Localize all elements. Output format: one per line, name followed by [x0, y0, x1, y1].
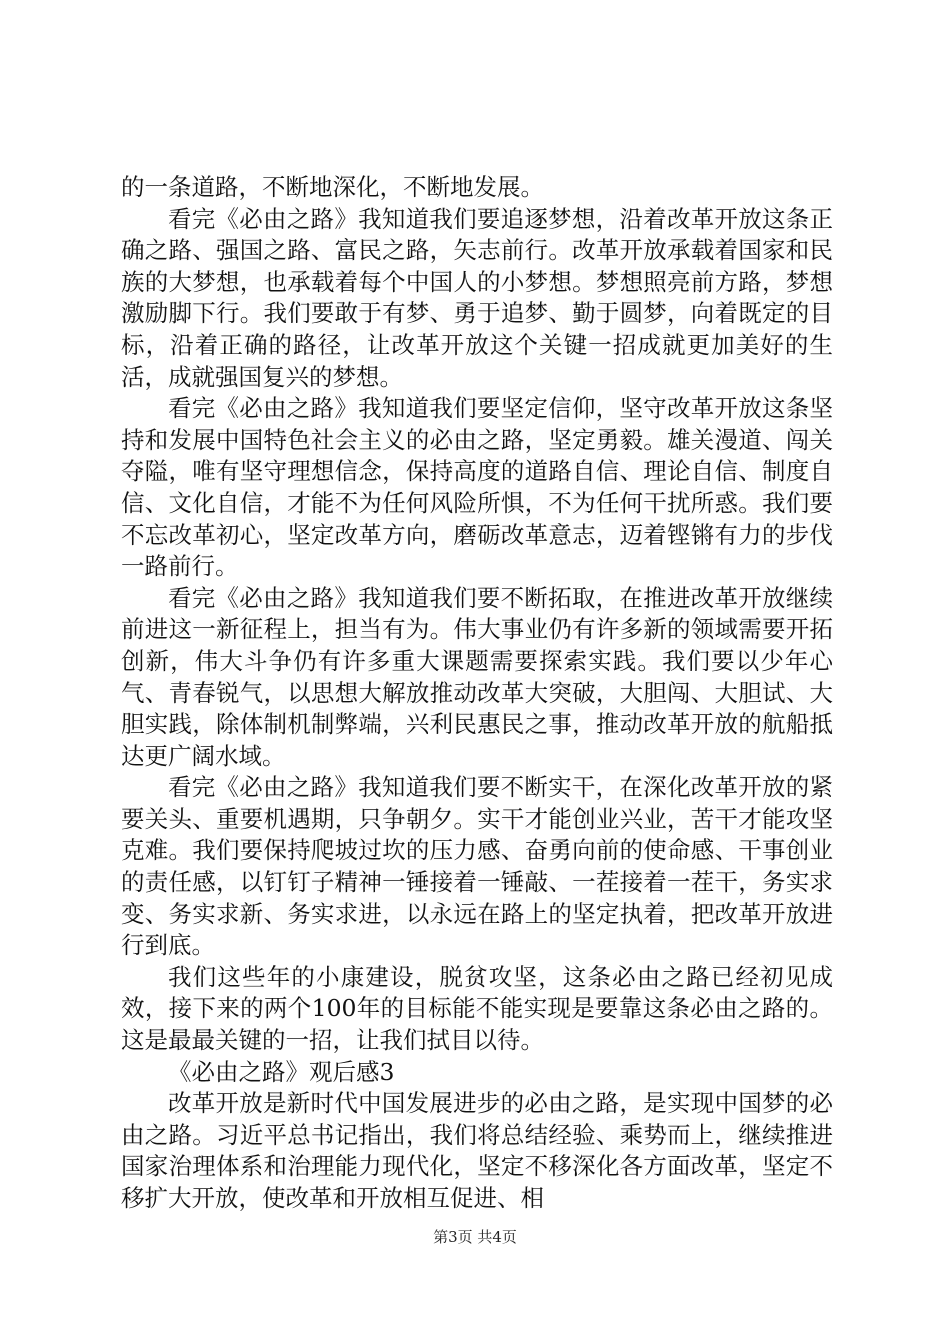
paragraph-continued: 的一条道路，不断地深化，不断地发展。: [121, 173, 544, 201]
paragraph-firm-belief: 看完《必由之路》我知道我们要坚定信仰，坚守改革开放这条坚持和发展中国特色社会主义的必由之路，坚定勇毅。雄关漫道、闯关夺隘，唯有坚守理想信念，保持高度的道路自信、理论自信、制度自信、文化自信，才能不为任何风险所惧，不为任何干扰所惑。我们要不忘改革初心，坚定改革方向，磨砺改革意志，迈着铿锵有力的步伐一路前行。: [121, 394, 833, 581]
page-number-footer: 第3页 共4页: [433, 1228, 517, 1246]
paragraph-hard-work: 看完《必由之路》我知道我们要不断实干，在深化改革开放的紧要关头、重要机遇期，只争朝夕。实干才能创业兴业，苦干才能攻坚克难。我们要保持爬坡过坎的压力感、奋勇向前的使命感、干事创业的责任感，以钉钉子精神一锤接着一锤敲、一茬接着一茬干，务实求变、务实求新、务实求进，以永远在路上的坚定执着，把改革开放进行到底。: [121, 773, 833, 960]
paragraph-xiaokang: 我们这些年的小康建设，脱贫攻坚，这条必由之路已经初见成效，接下来的两个100年的目标能不能实现是要靠这条必由之路的。这是最最关键的一招，让我们拭目以待。: [121, 962, 833, 1055]
document-body: [121, 172, 833, 1215]
paragraph-keep-exploring: 看完《必由之路》我知道我们要不断拓取，在推进改革开放继续前进这一新征程上，担当有为。伟大事业仍有许多新的领域需要开拓创新，伟大斗争仍有许多重大课题需要探索实践。我们要以少年心气、青春锐气，以思想大解放推动改革大突破，大胆闯、大胆试、大胆实践，除体制机制弊端，兴利民惠民之事，推动改革开放的航船抵达更广阔水域。: [121, 583, 833, 770]
section-subtitle: 《必由之路》观后感3: [168, 1057, 395, 1086]
paragraph-chase-dream: 看完《必由之路》我知道我们要追逐梦想，沿着改革开放这条正确之路、强国之路、富民之路，矢志前行。改革开放承载着国家和民族的大梦想，也承载着每个中国人的小梦想。梦想照亮前方路，梦想激励脚下行。我们要敢于有梦、勇于追梦、勤于圆梦，向着既定的目标，沿着正确的路径，让改革开放这个关键一招成就更加美好的生活，成就强国复兴的梦想。: [121, 204, 833, 391]
paragraph-reform-opening: 改革开放是新时代中国发展进步的必由之路，是实现中国梦的必由之路。习近平总书记指出，我们将总结经验、乘势而上，继续推进国家治理体系和治理能力现代化，坚定不移深化各方面改革，坚定不移扩大开放，使改革和开放相互促进、相: [121, 1089, 833, 1212]
